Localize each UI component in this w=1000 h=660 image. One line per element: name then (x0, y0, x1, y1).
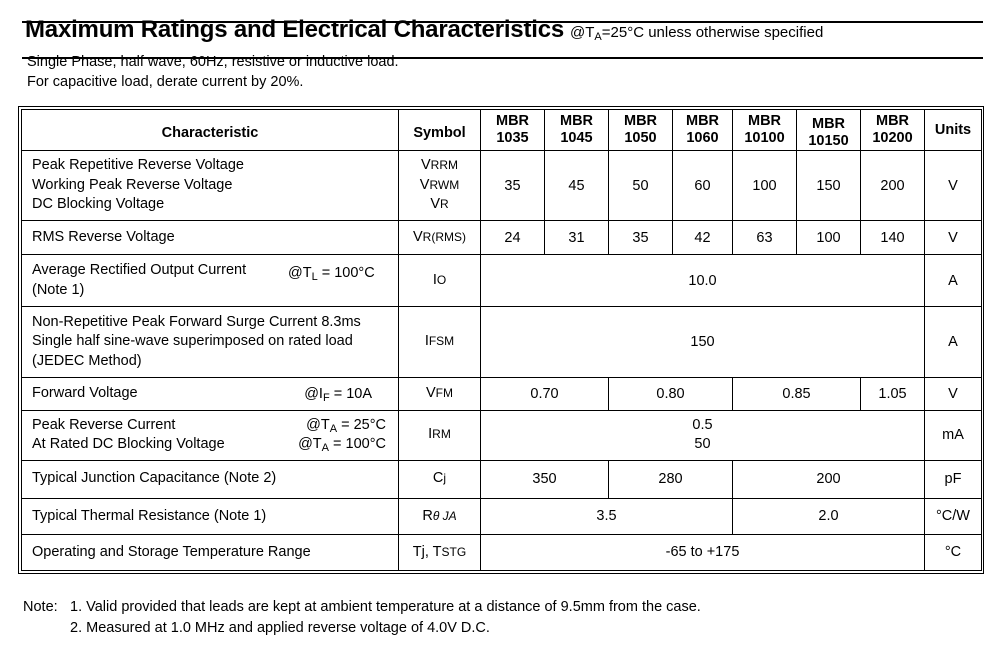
header-row (22, 110, 982, 151)
irm-condition-25c: $@T_A = 25^\circ C$ (306, 416, 386, 435)
temp-unit: °C (925, 534, 982, 570)
irm-symbol: IRM (399, 410, 481, 460)
irm-condition-100c: $@T_A = 100^\circ C$ (298, 435, 386, 454)
ratings-table-frame (18, 106, 984, 574)
header-part-10150: MBR 10150 (797, 110, 861, 151)
io-symbol: IO (399, 255, 481, 307)
ratings-table (21, 109, 982, 571)
vrrm-value-1060: 60 (673, 151, 733, 221)
vrms-unit: V (925, 221, 982, 255)
intro-line-1: Single Phase, half wave, 60Hz, resistive or inductive load. (27, 54, 399, 70)
row-vrrm (22, 151, 982, 221)
title-block (25, 16, 823, 44)
vrrm-symbol: VRRM VRWM VR (399, 151, 481, 221)
row-temp (22, 534, 982, 570)
rth-unit: °C/W (925, 498, 982, 534)
row-cj (22, 460, 982, 498)
cj-symbol: Cj (399, 460, 481, 498)
intro-line-2: For capacitive load, derate current by 20%. (27, 74, 304, 90)
vfm-symbol: VFM (399, 377, 481, 410)
io-unit: A (925, 255, 982, 307)
row-ifsm (22, 307, 982, 377)
cj-value-1035-1045: 350 (481, 460, 609, 498)
io-condition: $@T_L = 100^\circ C$ (288, 265, 375, 284)
header-part-1050: MBR 1050 (609, 110, 673, 151)
vrms-value-1050: 35 (609, 221, 673, 255)
temp-value: -65 to +175 (481, 534, 925, 570)
vrrm-value-1045: 45 (545, 151, 609, 221)
header-part-1045: MBR 1045 (545, 110, 609, 151)
io-characteristic: Average Rectified Output Current (Note 1) $@T_L = 100^\circ C$ (22, 255, 399, 307)
cj-characteristic: Typical Junction Capacitance (Note 2) (22, 460, 399, 498)
row-vfm (22, 377, 982, 410)
vrrm-value-10200: 200 (861, 151, 925, 221)
rth-value-1035-1060: 3.5 (481, 498, 733, 534)
header-part-10100: MBR 10100 (733, 110, 797, 151)
ifsm-characteristic: Non-Repetitive Peak Forward Surge Current 8.3ms Single half sine-wave superimposed on rated load (JEDEC Method) (22, 307, 399, 377)
temp-characteristic: Operating and Storage Temperature Range (22, 534, 399, 570)
vfm-characteristic: Forward Voltage $@I_F = 10A$ (22, 377, 399, 410)
vrrm-value-1035: 35 (481, 151, 545, 221)
vfm-value-1035-1045: 0.70 (481, 377, 609, 410)
ifsm-symbol: IFSM (399, 307, 481, 377)
ifsm-value: 150 (481, 307, 925, 377)
io-value: 10.0 (481, 255, 925, 307)
vrms-value-1035: 24 (481, 221, 545, 255)
irm-values: 0.5 50 (481, 410, 925, 460)
vrms-value-10100: 63 (733, 221, 797, 255)
ifsm-unit: A (925, 307, 982, 377)
title-condition: $@T_A=25^\circ C$ unless otherwise specified (570, 24, 824, 43)
rth-value-10100-10200: 2.0 (733, 498, 925, 534)
vrrm-value-10150: 150 (797, 151, 861, 221)
header-units: Units (925, 110, 982, 151)
row-irm (22, 410, 982, 460)
vrrm-characteristic: Peak Repetitive Reverse Voltage Working Peak Reverse Voltage DC Blocking Voltage (22, 151, 399, 221)
row-rth (22, 498, 982, 534)
notes-label: Note: (23, 599, 58, 615)
vrms-value-10150: 100 (797, 221, 861, 255)
row-io (22, 255, 982, 307)
header-part-1060: MBR 1060 (673, 110, 733, 151)
header-part-1035: MBR 1035 (481, 110, 545, 151)
vrrm-unit: V (925, 151, 982, 221)
vrms-value-10200: 140 (861, 221, 925, 255)
rth-symbol: Rθ JA (399, 498, 481, 534)
vrrm-value-1050: 50 (609, 151, 673, 221)
header-part-10200: MBR 10200 (861, 110, 925, 151)
vrms-value-1060: 42 (673, 221, 733, 255)
vfm-value-1050-1060: 0.80 (609, 377, 733, 410)
vfm-value-10100-10150: 0.85 (733, 377, 861, 410)
cj-value-10100-10200: 200 (733, 460, 925, 498)
irm-characteristic: Peak Reverse Current At Rated DC Blocking Voltage $@T_A = 25^\circ C$ $@T_A = 100^\circ C$ (22, 410, 399, 460)
rth-characteristic: Typical Thermal Resistance (Note 1) (22, 498, 399, 534)
note-2: 2. Measured at 1.0 MHz and applied reverse voltage of 4.0V D.C. (70, 620, 490, 636)
cj-value-1050-1060: 280 (609, 460, 733, 498)
temp-symbol: Tj, TSTG (399, 534, 481, 570)
vrms-value-1045: 31 (545, 221, 609, 255)
irm-unit: mA (925, 410, 982, 460)
vrms-characteristic: RMS Reverse Voltage (22, 221, 399, 255)
notes (23, 597, 701, 639)
row-vrms (22, 221, 982, 255)
vfm-condition: $@I_F = 10A$ (304, 385, 372, 404)
vfm-unit: V (925, 377, 982, 410)
note-1: 1. Valid provided that leads are kept at ambient temperature at a distance of 9.5mm from the case. (70, 599, 701, 615)
header-symbol: Symbol (399, 110, 481, 151)
vrms-symbol: VR(RMS) (399, 221, 481, 255)
page-title: Maximum Ratings and Electrical Characteristics (25, 16, 565, 43)
header-characteristic: Characteristic (22, 110, 399, 151)
vfm-value-10200: 1.05 (861, 377, 925, 410)
vrrm-value-10100: 100 (733, 151, 797, 221)
cj-unit: pF (925, 460, 982, 498)
